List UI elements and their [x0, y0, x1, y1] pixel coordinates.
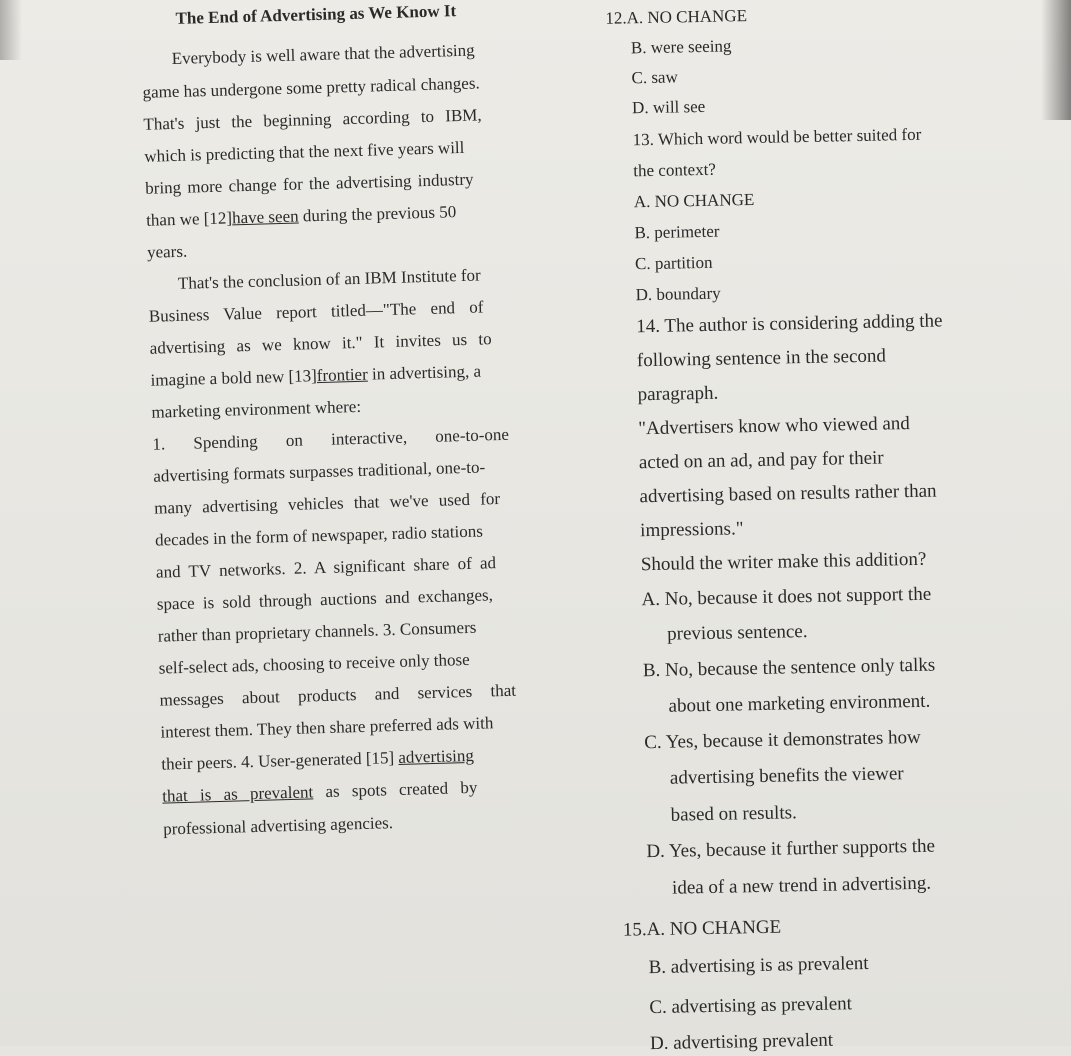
passage-line: years.: [146, 241, 188, 262]
q14-quote: acted on an ad, and pay for their: [638, 447, 884, 474]
passage-line: decades in the form of newspaper, radio stations: [154, 521, 484, 550]
passage-line: self-select ads, choosing to receive only those: [158, 649, 470, 678]
question-marker-12: [12]: [203, 208, 233, 229]
passage-line: That's just the beginning according to IBM,: [143, 105, 482, 134]
q14-stem: Should the writer make this addition?: [640, 548, 927, 576]
q15-option-d: D. advertising prevalent: [649, 1029, 834, 1055]
q14-stem: following sentence in the second: [636, 345, 887, 372]
passage-line: professional advertising agencies.: [162, 813, 394, 839]
passage-title: The End of Advertising as We Know It: [175, 1, 457, 28]
passage-line: many advertising vehicles that we've used for: [153, 489, 501, 518]
passage-line-q15: [161, 745, 474, 776]
q14-option-b: B. No, because the sentence only talks: [642, 654, 936, 682]
passage-line: bring more change for the advertising industry: [145, 169, 474, 198]
q14-option-c: C. Yes, because it demonstrates how: [644, 726, 921, 754]
q13-stem: the context?: [633, 159, 717, 181]
passage-line: which is predicting that the next five years will: [144, 137, 465, 166]
passage-line: 1. Spending on interactive, one-to-one: [152, 424, 510, 454]
q14-option-b-cont: about one marketing environment.: [668, 690, 931, 717]
underlined-phrase-15a: advertising: [398, 745, 475, 767]
q13-option-a: A. NO CHANGE: [633, 189, 755, 212]
q14-option-c-cont: advertising benefits the viewer: [669, 763, 904, 789]
passage-line: interest them. They then share preferred ads with: [160, 713, 494, 742]
q15-option-b: B. advertising is as prevalent: [648, 952, 869, 979]
q13-stem: 13. Which word would be better suited for: [632, 124, 922, 150]
q14-stem: 14. The author is considering adding the: [636, 310, 943, 338]
q14-option-d: D. Yes, because it further supports the: [646, 835, 936, 863]
q14-option-a: A. No, because it does not support the: [641, 583, 932, 611]
passage-line: advertising formats surpasses traditional, one-to-: [153, 457, 486, 486]
q14-quote: impressions.": [639, 518, 744, 542]
passage-text: than we: [145, 209, 200, 230]
passage-text: during the previous 50: [302, 202, 457, 226]
q12-option-d: D. will see: [631, 96, 706, 118]
q14-quote: "Advertisers know who viewed and: [638, 413, 910, 440]
q12-option-c: C. saw: [631, 67, 678, 88]
passage-line-q15b: [162, 777, 478, 808]
q15-option-c: C. advertising as prevalent: [649, 993, 853, 1019]
q13-option-d: D. boundary: [635, 283, 721, 305]
passage-line: Business Value report titled—"The end of: [148, 297, 484, 326]
passage-line: rather than proprietary channels. 3. Consumers: [157, 617, 477, 646]
question-marker-13: [13]: [288, 366, 318, 386]
passage-text: in advertising, a: [371, 361, 482, 384]
passage-line-q12: [146, 201, 457, 232]
page-corner-shadow: [1041, 0, 1071, 120]
passage-text: imagine a bold new: [150, 367, 285, 390]
q13-option-b: B. perimeter: [634, 221, 720, 243]
q13-option-c: C. partition: [634, 252, 713, 274]
passage-line: advertising as we know it." It invites us to: [149, 329, 492, 358]
passage-line: messages about products and services that: [159, 680, 517, 710]
q14-option-c-cont: based on results.: [670, 802, 797, 826]
q15-option-a: 15.A. NO CHANGE: [622, 916, 782, 941]
question-marker-15: [15]: [365, 748, 395, 768]
passage-line: game has undergone some pretty radical changes.: [142, 73, 480, 102]
passage-line: space is sold through auctions and exchanges,: [156, 585, 494, 614]
q14-option-d-cont: idea of a new trend in advertising.: [671, 872, 932, 899]
passage-line: Everybody is well aware that the advertising: [171, 40, 475, 69]
q14-quote: advertising based on results rather than: [639, 480, 937, 508]
q12-option-b: B. were seeing: [630, 36, 732, 58]
q14-option-a-cont: previous sentence.: [666, 621, 808, 645]
underlined-phrase-15b: that is as prevalent: [161, 782, 314, 806]
passage-text: their peers. 4. User-generated: [161, 748, 362, 774]
q12-option-a: 12.A. NO CHANGE: [605, 6, 748, 28]
underlined-phrase-12: have seen: [231, 206, 299, 228]
passage-line-q13: [150, 361, 481, 392]
passage-line: That's the conclusion of an IBM Institute for: [177, 265, 481, 293]
q14-stem: paragraph.: [637, 382, 719, 406]
passage-line: and TV networks. 2. A significant share of ad: [155, 553, 497, 582]
passage-text: as spots created by: [325, 777, 478, 802]
page-edge-shadow: [0, 0, 22, 60]
passage-line: marketing environment where:: [151, 396, 362, 422]
underlined-phrase-13: frontier: [316, 364, 368, 386]
